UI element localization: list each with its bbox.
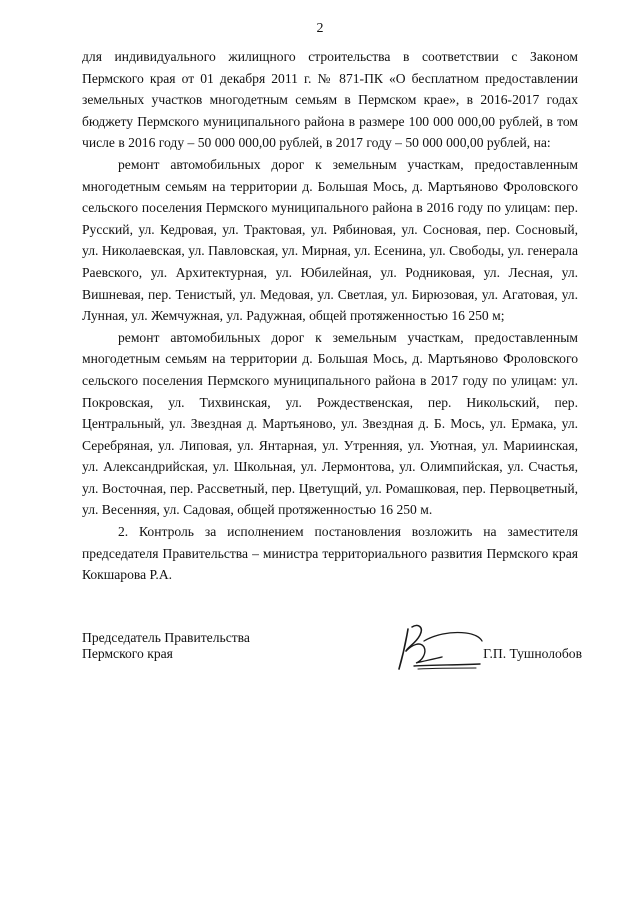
paragraph-funding: для индивидуального жилищного строительства в соответствии с Законом Пермского края от 01 декабря 2011 г. № 871-ПК «О бесплатном предоставлении земельных участков многодетным семьям в Пермском крае», в 2016-2017 годах бюджету Пермского муниципального района в размере 100 000 000,00 рублей, в том числе в 2016 году – 50 000 000,00 рублей, в 2017 году – 50 000 000,00 рублей, на: <box>82 49 578 151</box>
paragraph-repair-2017: ремонт автомобильных дорог к земельным участкам, предоставленным многодетным семьям на территории д. Большая Мось, д. Мартьяново Фроловского сельского поселения Пермского муниципального района в 2017 году по улицам: ул. Покровская, ул. Тихвинская, ул. Рождественская, пер. Никольский, пер. Центральный, ул. Звездная д. Мартьяново, ул. Звездная д. Б. Мось, ул. Ермака, ул. Серебряная, ул. Липовая, ул. Янтарная, ул. Утренняя, ул. Уютная, ул. Мариинская, ул. Александрийская, ул. Школьная, ул. Лермонтова, ул. Олимпийская, ул. Счастья, ул. Восточная, пер. Рассветный, пер. Цветущий, ул. Ромашковая, пер. Первоцветный, ул. Весенняя, ул. Садовая, общей протяженностью 16 250 м. <box>82 329 578 518</box>
document-body <box>82 46 578 586</box>
signer-name: Г.П. Тушнолобов <box>483 646 582 661</box>
signature-block <box>82 627 582 677</box>
signer-title <box>82 630 250 662</box>
paragraph-control: 2. Контроль за исполнением постановления возложить на заместителя председателя Правительства – министра территориального развития Пермского края Кокшарова Р.А. <box>82 524 578 583</box>
signer-title-line-2: Пермского края <box>82 646 173 661</box>
handwritten-signature <box>394 621 486 671</box>
paragraph-repair-2016: ремонт автомобильных дорог к земельным участкам, предоставленным многодетным семьям на территории д. Большая Мось, д. Мартьяново Фроловского сельского поселения Пермского муниципального района в 2016 году по улицам: пер. Русский, ул. Кедровая, ул. Трактовая, ул. Рябиновая, ул. Сосновая, пер. Сосновый, ул. Николаевская, ул. Павловская, ул. Мирная, ул. Есенина, ул. Свободы, ул. генерала Раевского, ул. Архитектурная, ул. Юбилейная, ул. Родниковая, ул. Лесная, ул. Вишневая, пер. Тенистый, ул. Медовая, ул. Светлая, ул. Бирюзовая, ул. Агатовая, ул. Лунная, ул. Жемчужная, ул. Радужная, общей протяженностью 16 250 м; <box>82 156 578 324</box>
signer-title-line-1: Председатель Правительства <box>82 630 250 645</box>
page-number: 2 <box>316 21 324 36</box>
